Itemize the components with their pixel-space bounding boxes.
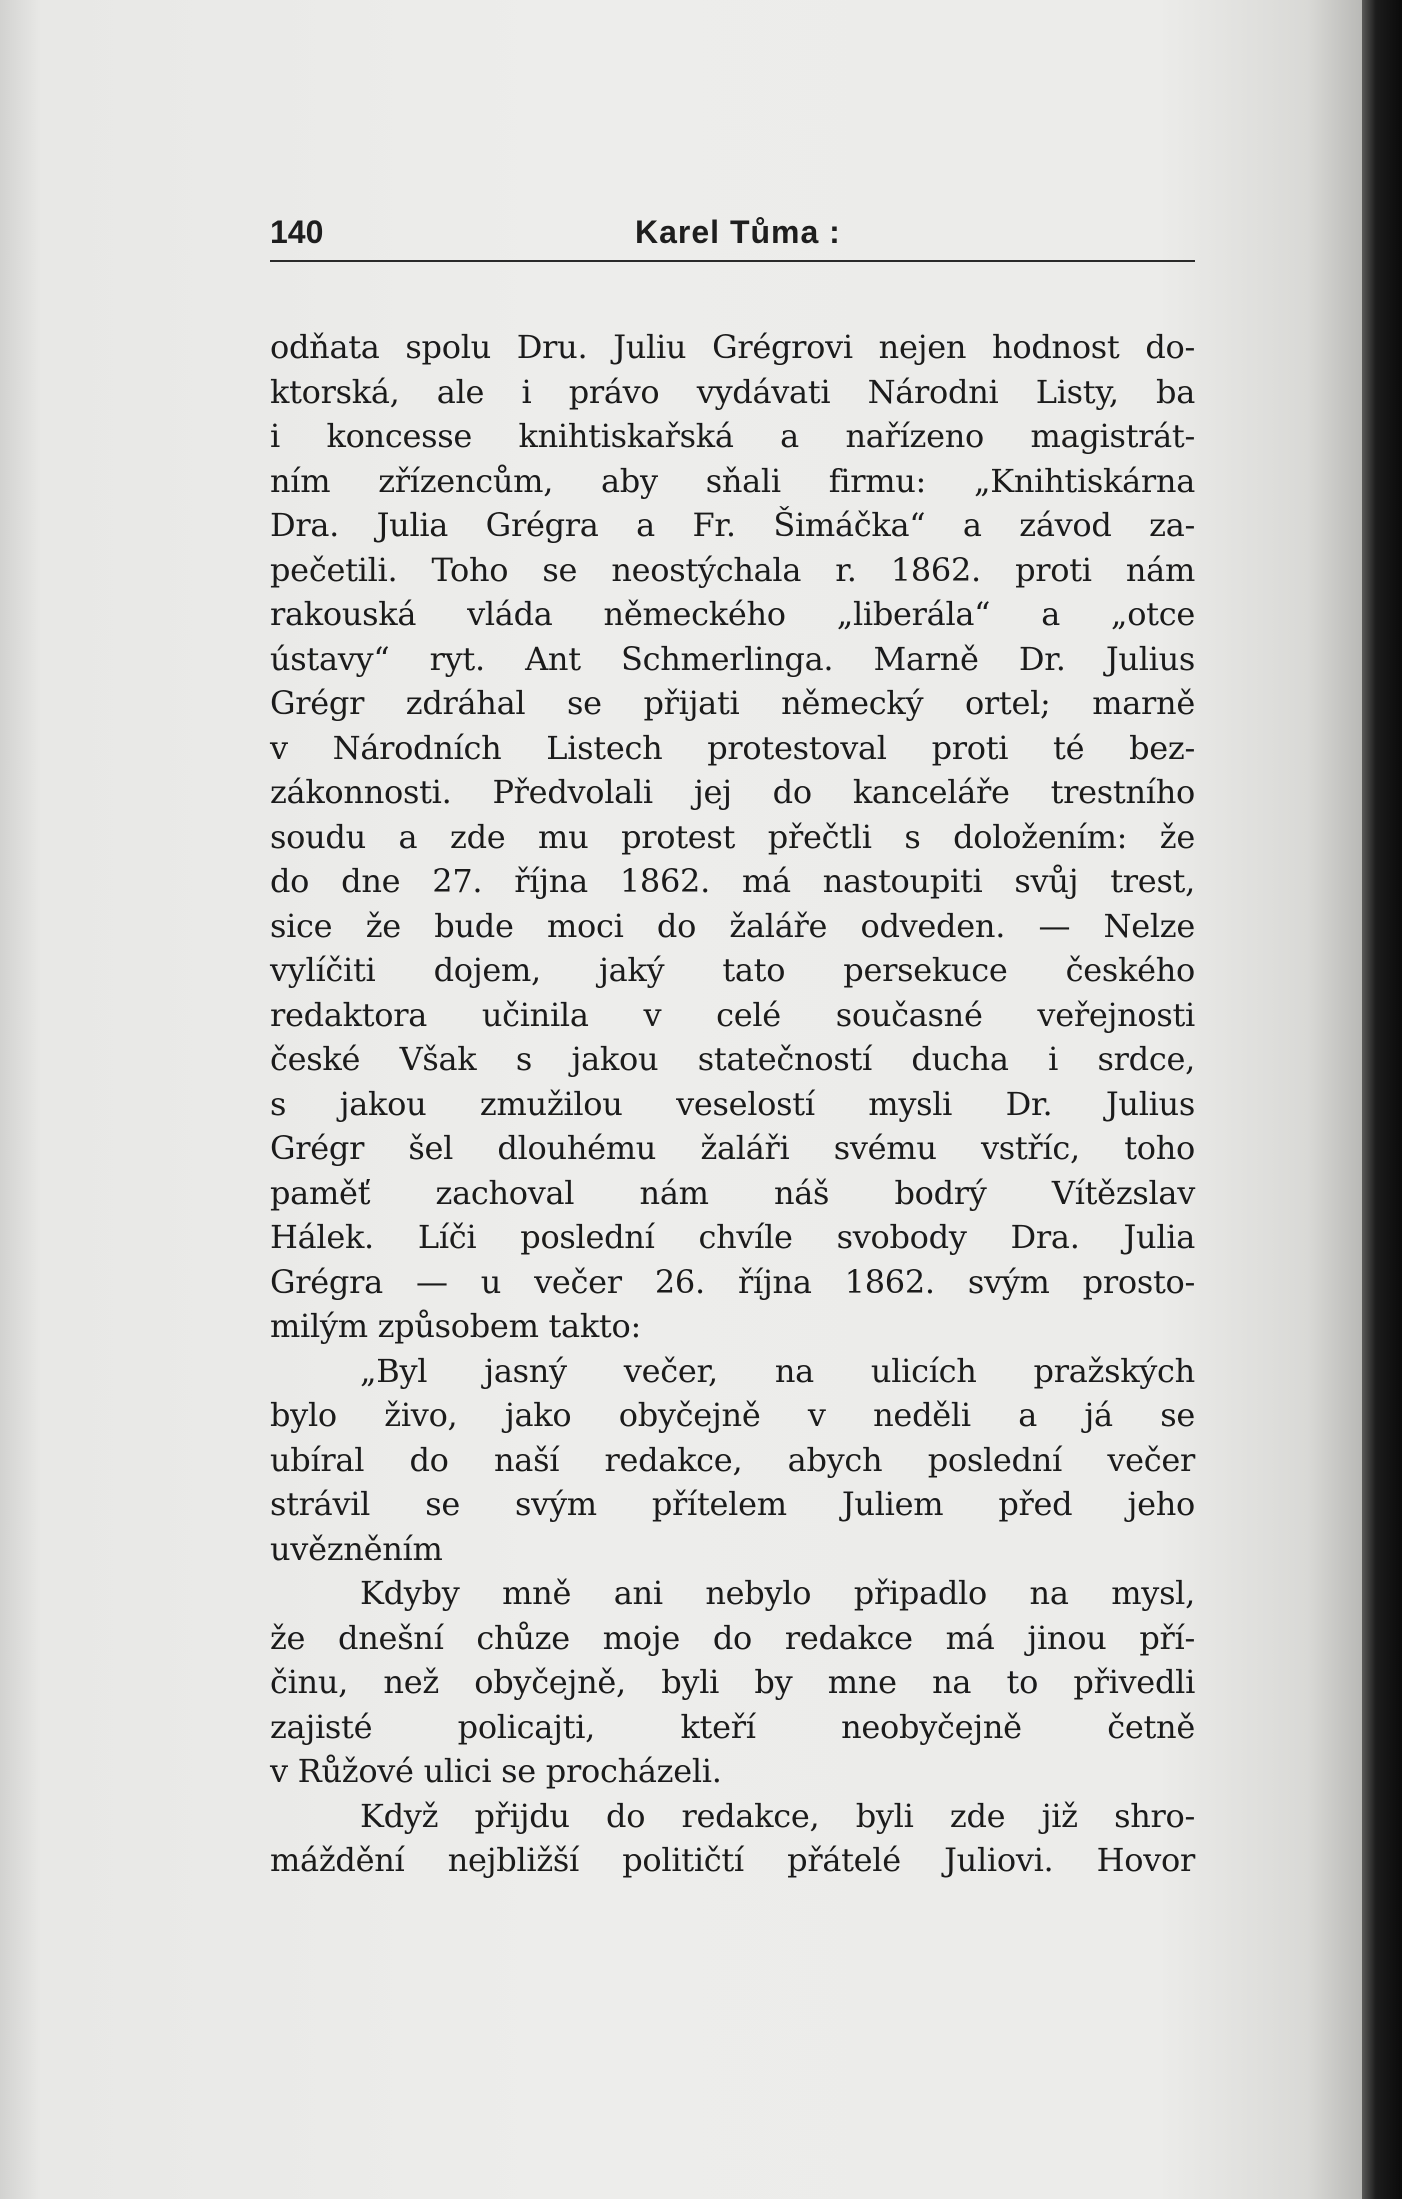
text-line: zajisté policajti, kteří neobyčejně četně [270,1707,1195,1746]
text-line: paměť zachoval nám náš bodrý Vítězslav [270,1173,1195,1212]
text-line: uvězněním [270,1529,443,1568]
text-line: Dra. Julia Grégra a Fr. Šimáčka“ a závod za- [270,506,1195,544]
text-line: máždění nejbližší političtí přátelé Juliovi. Hovor [270,1841,1195,1879]
text-line: v Růžové ulici se procházeli. [270,1752,722,1790]
text-line: pečetili. Toho se neostýchala r. 1862. proti nám [270,550,1195,589]
body-text [270,325,1195,1883]
text-line: v Národních Listech protestoval proti té bez- [270,728,1195,767]
text-line: ústavy“ ryt. Ant Schmerlinga. Marně Dr. Julius [270,639,1195,678]
text-line: ubíral do naší redakce, abych poslední večer [270,1440,1195,1479]
text-line: ktorská, ale i právo vydávati Národni Listy, ba [270,372,1195,411]
text-line: vylíčiti dojem, jaký tato persekuce českého [270,951,1195,989]
text-line: Grégr šel dlouhému žaláři svému vstříc, toho [270,1129,1195,1167]
text-line: s jakou zmužilou veselostí mysli Dr. Julius [270,1084,1195,1123]
text-line: Hálek. Líči poslední chvíle svobody Dra. Julia [270,1218,1195,1256]
book-spine-shadow [1362,0,1402,2199]
text-line: ním zřízencům, aby sňali firmu: „Knihtiskárna [270,461,1195,500]
page-header [270,208,1195,262]
text-line: činu, než obyčejně, byli by mne na to přivedli [270,1663,1195,1701]
text-line: odňata spolu Dru. Juliu Grégrovi nejen hodnost do- [270,328,1195,366]
text-line: milým způsobem takto: [270,1307,641,1345]
text-line: bylo živo, jako obyčejně v neděli a já se [270,1396,1195,1434]
text-line: Když přijdu do redakce, byli zde již shro- [360,1796,1195,1835]
text-line: do dne 27. října 1862. má nastoupiti svůj trest, [270,862,1195,900]
page-number: 140 [270,214,324,250]
text-line: Grégra — u večer 26. října 1862. svým prosto- [270,1262,1195,1301]
text-line: zákonnosti. Předvolali jej do kanceláře trestního [270,773,1195,811]
text-line: rakouská vláda německého „liberála“ a „otce [270,595,1195,633]
running-title: Karel Tůma : [635,214,841,250]
text-line: strávil se svým přítelem Juliem před jeho [270,1485,1195,1523]
text-line: „Byl jasný večer, na ulicích pražských [360,1351,1195,1390]
text-line: sice že bude moci do žaláře odveden. — Nelze [270,906,1195,945]
text-line: soudu a zde mu protest přečtli s doložením: že [270,817,1195,856]
text-line: redaktora učinila v celé současné veřejnosti [270,995,1195,1034]
text-line: Kdyby mně ani nebylo připadlo na mysl, [360,1574,1195,1612]
text-line: i koncesse knihtiskařská a nařízeno magistrát- [270,417,1195,455]
text-line: české Však s jakou statečností ducha i srdce, [270,1040,1195,1078]
text-line: Grégr zdráhal se přijati německý ortel; marně [270,684,1195,722]
text-line: že dnešní chůze moje do redakce má jinou pří- [270,1618,1195,1657]
